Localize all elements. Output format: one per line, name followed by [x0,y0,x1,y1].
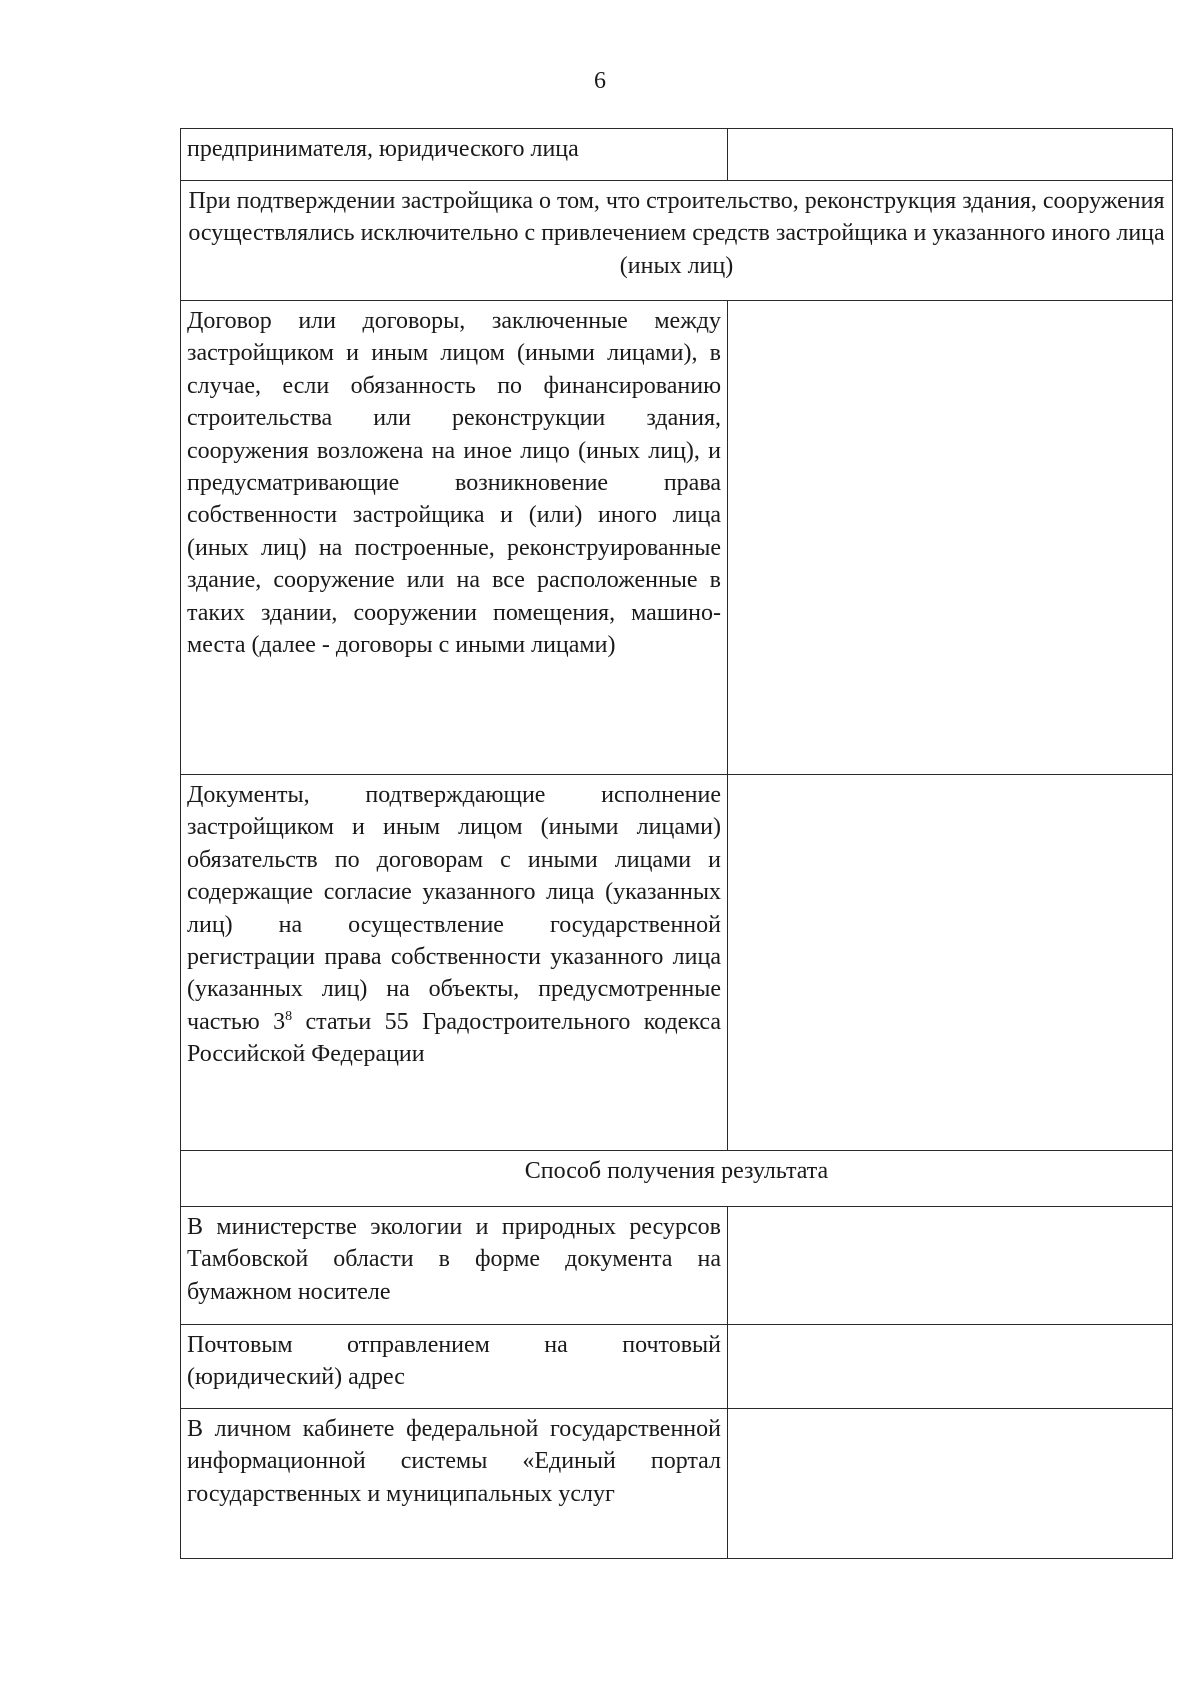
table-row [181,1409,1173,1559]
row-label: Почтовым отправлением на почтовый (юридический) адрес [181,1325,728,1409]
section-heading-result-method: Способ получения результата [181,1151,1173,1207]
row-value-cell [728,1409,1173,1559]
section-heading-row [181,181,1173,301]
table-row [181,1325,1173,1409]
row-value-cell [728,1325,1173,1409]
table-row [181,301,1173,775]
row-label: Договор или договоры, заключенные между застройщиком и иным лицом (иными лицами), в случае, если обязанность по финансированию строительства или реконструкции здания, сооружения возложена на иное лицо (иных лиц), и предусматривающие возникновение права собственности застройщика и (или) иного лица (иных лиц) на построенные, реконструированные здание, сооружение или на все расположенные в таких здании, сооружении помещения, машино-места (далее - договоры с иными лицами) [181,301,728,775]
row-value-cell [728,775,1173,1151]
row-label: предпринимателя, юридического лица [181,129,728,181]
section-heading-confirmation: При подтверждении застройщика о том, что строительство, реконструкция здания, сооружения осуществлялись исключительно с привлечением средств застройщика и указанного иного лица (иных лиц) [181,181,1173,301]
row-label: В личном кабинете федеральной государственной информационной системы «Единый портал государственных и муниципальных услуг [181,1409,728,1559]
row-label [181,775,728,1151]
row-value-cell [728,129,1173,181]
row-value-cell [728,301,1173,775]
row-label-tail: статьи 55 Градостроительного кодекса Российской Федерации [187,1008,721,1068]
page-number: 6 [594,68,606,94]
document-form-table [180,128,1173,1559]
row-label-text: Документы, подтверждающие исполнение застройщиком и иным лицом (иными лицами) обязательств по договорам с иными лицами и содержащие согласие указанного лица (указанных лиц) на осуществление государственной регистрации права собственности указанного лица (указанных лиц) на объекты, предусмотренные частью 3 [187,782,721,1035]
superscript-index: 8 [285,1008,293,1024]
table-row [181,775,1173,1151]
section-heading-row [181,1151,1173,1207]
table-row [181,129,1173,181]
table-row [181,1207,1173,1325]
row-label: В министерстве экологии и природных ресурсов Тамбовской области в форме документа на бумажном носителе [181,1207,728,1325]
row-value-cell [728,1207,1173,1325]
